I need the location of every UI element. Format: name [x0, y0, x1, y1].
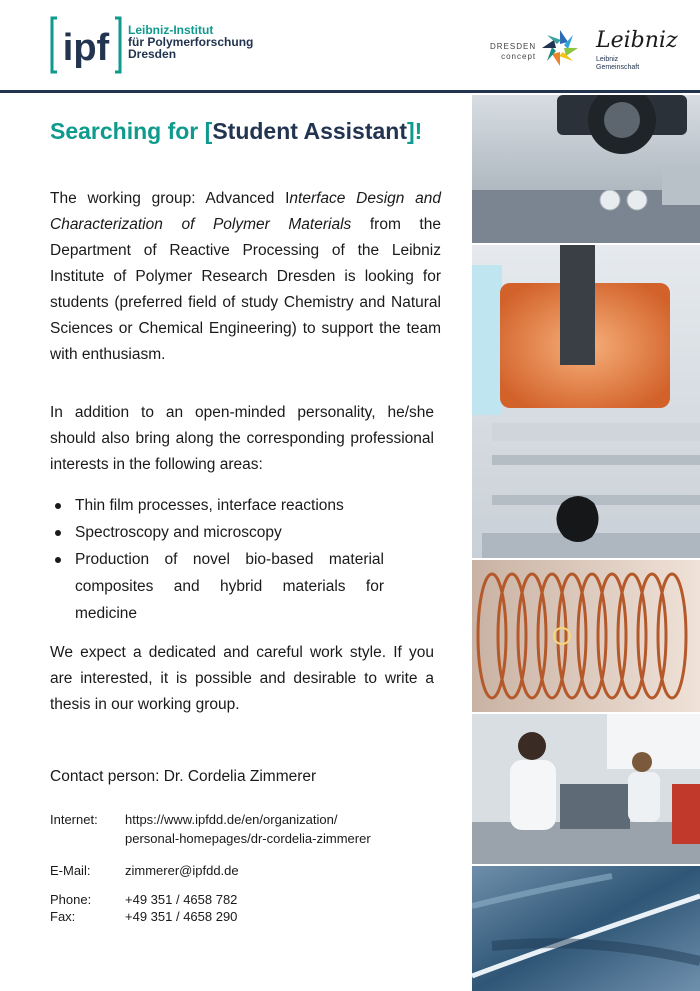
leibniz-gemeinschaft-text	[596, 56, 639, 72]
ipf-logo	[50, 16, 122, 74]
lab-scientists-photo	[472, 714, 700, 864]
title-bracket-close: ]!	[407, 118, 423, 144]
list-item: Production of novel bio-based material composites and hybrid materials for medicine	[50, 546, 384, 627]
logo-mark: ipf	[62, 27, 110, 69]
copper-coil-photo	[472, 560, 700, 712]
list-item: Spectroscopy and microscopy	[50, 519, 384, 546]
dresden-concept-logo-icon	[540, 28, 580, 68]
internet-label: Internet:	[50, 812, 98, 827]
contact-person: Contact person: Dr. Cordelia Zimmerer	[50, 768, 317, 785]
leibniz-sub-line-2: Gemeinschaft	[596, 64, 640, 71]
header	[0, 0, 700, 92]
title-position: Student Assistant	[212, 118, 407, 144]
intro-paragraph	[50, 186, 441, 368]
title-bracket-open: [	[204, 118, 213, 144]
leibniz-sub-line-1: Leibniz	[596, 56, 619, 63]
institute-name	[128, 24, 253, 60]
dresden-concept-text	[490, 42, 536, 62]
intro-text-b: from the Department of Reactive Processing of the Leibniz Institute of Polymer Research Dresden is looking for students (preferred field of study Chemistry and Natural Sciences or Chemical Engineering) to support the team with enthusiasm.	[50, 216, 441, 363]
phone-label: Phone:	[50, 892, 92, 907]
requirements-paragraph: In addition to an open-minded personality, he/she should also bring along the corresponding professional interests in the following areas:	[50, 404, 434, 473]
page-title	[50, 118, 422, 145]
reactor-photo	[472, 245, 700, 558]
intro-text-a: The working group: Advanced I	[50, 190, 290, 207]
rheometer-photo	[472, 95, 700, 243]
interest-list	[50, 492, 384, 627]
list-item: Thin film processes, interface reactions	[50, 492, 384, 519]
expectations-paragraph: We expect a dedicated and careful work style. If you are interested, it is possible and desirable to write a thesis in our working group.	[50, 644, 434, 713]
header-divider	[0, 90, 700, 93]
fax-label: Fax:	[50, 909, 76, 924]
institute-line-1: Leibniz-Institut	[128, 23, 214, 37]
institute-line-3: Dresden	[128, 47, 177, 61]
email-link[interactable]: zimmerer@ipfdd.de	[125, 863, 239, 878]
dresden-line-2: concept	[501, 52, 537, 61]
fax-number: +49 351 / 4658 290	[125, 909, 238, 924]
dresden-line-1: DRESDEN	[490, 42, 537, 51]
phone-number: +49 351 / 4658 782	[125, 892, 238, 907]
internet-link-line-1[interactable]: https://www.ipfdd.de/en/organization/	[125, 812, 338, 827]
intro-group-name: nterface Design and Characterization of Polymer Materials	[50, 190, 441, 233]
institute-line-2: für Polymerforschung	[128, 35, 254, 49]
photo-strip	[472, 95, 700, 991]
title-prefix: Searching for	[50, 118, 205, 144]
email-label: E-Mail:	[50, 863, 91, 878]
water-surface-photo	[472, 866, 700, 991]
internet-link-line-2[interactable]: personal-homepages/dr-cordelia-zimmerer	[125, 831, 371, 846]
leibniz-script-logo: Leibniz	[596, 28, 678, 53]
